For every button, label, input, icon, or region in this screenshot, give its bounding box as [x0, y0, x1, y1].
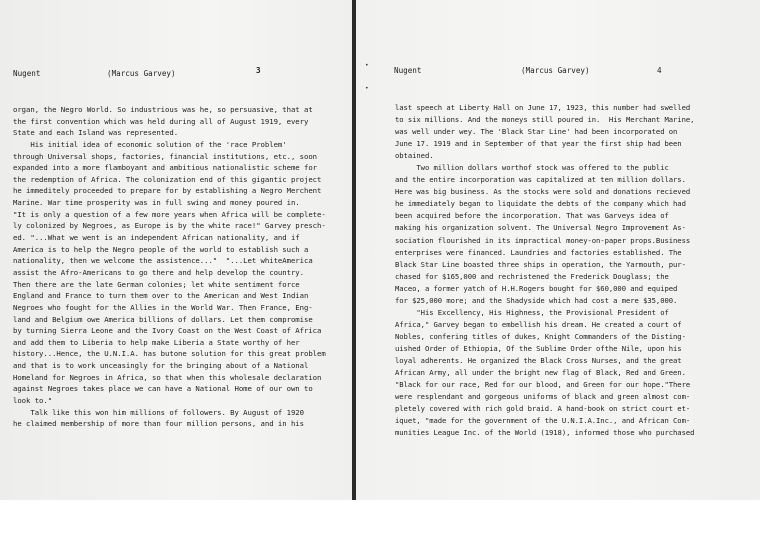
right-header-author: Nugent: [394, 66, 422, 75]
right-manuscript-page: [356, 0, 760, 554]
typed-line: "Black for our race, Red for our blood, and Green for our hope."There: [395, 380, 691, 390]
typed-line: America is to help the Negro people of the world to establish such a: [13, 244, 309, 254]
typed-line: Africa," Garvey began to embellish his dream. He created a court of: [395, 319, 682, 329]
typed-line: making his organization solvent. The Universal Negro Improvement As-: [395, 223, 686, 233]
typed-line: the redemption of Africa. The colonization end of this gigantic project: [13, 174, 322, 184]
typed-line: African Army, all under the bright new flag of Black, Red and Green.: [395, 368, 686, 378]
typed-line: was well under wey. The 'Black Star Line' had been incorporated on: [395, 127, 678, 137]
typed-line: against Negroes takes place we can have a National Home of our own to: [13, 384, 313, 394]
typed-line: obtained.: [395, 151, 434, 161]
left-header-author: Nugent: [13, 69, 41, 78]
typed-line: "It is only a question of a few more years when Africa will be complete-: [13, 209, 326, 219]
typed-line: "His Excellency, His Highness, the Provisional President of: [395, 307, 669, 317]
typed-line: June 17. 1919 and in September of that year the first ship had been: [395, 139, 682, 149]
typed-line: sociation flourished in its impractical money-on-paper props.Business: [395, 235, 691, 245]
scan-bottom-margin: [0, 500, 760, 554]
typed-line: to six millions. And the moneys still poured in. His Merchant Marine,: [395, 115, 695, 125]
typed-line: Homeland for Negroes in Africa, so that when this wholesale declaration: [13, 372, 322, 382]
typed-line: Marine. War time prosperity was in full swing and money poured in.: [13, 198, 300, 208]
typed-line: look to.": [13, 396, 53, 406]
typed-line: and that is to work unceasingly for the bringing about of a National: [13, 361, 309, 371]
margin-mark-dot: •: [365, 62, 369, 69]
typed-line: Two million dollars worthof stock was offered to the public: [395, 163, 669, 173]
typed-line: munities League Inc. of the World (1918), informed those who purchased: [395, 428, 695, 438]
typed-line: Here was big business. As the stocks were sold and donations recieved: [395, 187, 691, 197]
typed-line: Talk like this won him millions of followers. By August of 1920: [13, 407, 304, 417]
typed-line: and add them to Liberia to help make Liberia a State worthy of her: [13, 337, 300, 347]
typed-line: enterprises were financed. Laundries and factories established. The: [395, 247, 682, 257]
typed-line: loyal adherents. He organized the Black Cross Nurses, and the great: [395, 355, 682, 365]
typed-line: England and France to turn them over to the American and West Indian: [13, 291, 309, 301]
typed-line: by turning Sierra Leone and the Ivory Coast on the West Coast of Africa: [13, 326, 322, 336]
typed-line: His initial idea of economic solution of the 'race Problem': [13, 139, 287, 149]
typed-line: Negroes who fought for the Allies in the World War. Then France, Eng-: [13, 302, 313, 312]
left-manuscript-page: [0, 0, 352, 554]
typed-line: ed. "...What we went is an independent African nationality, and if: [13, 233, 300, 243]
typed-line: chased for $165,000 and rechristened the Frederick Douglass; the: [395, 271, 669, 281]
right-header-subject: (Marcus Garvey): [521, 66, 590, 75]
typed-line: iquet, "made for the government of the U.N.I.A.Inc., and African Com-: [395, 416, 691, 426]
typed-line: Black Star Line boasted three ships in operation, the Yarmouth, pur-: [395, 259, 686, 269]
typed-line: history...Hence, the U.N.I.A. has butone solution for this great problem: [13, 349, 326, 359]
typed-line: uished Order of Ethiopia, Of the Sublime Order ofthe Nile, upon his: [395, 343, 682, 353]
typed-line: expanded into a more flamboyant and ambitious nationalistic scheme for: [13, 163, 318, 173]
typed-line: pletely covered with rich gold braid. A hand-book on strict court et-: [395, 404, 691, 414]
typed-line: he claimed membership of more than four million persons, and in his: [13, 419, 304, 429]
typed-line: the first convention which was held during all of August 1919, every: [13, 116, 309, 126]
typed-line: land and Belgium owe America billions of dollars. Let them compromise: [13, 314, 313, 324]
typed-line: he immeditely proceeded to prepare for by establishing a Negro Merchent: [13, 186, 322, 196]
typed-line: assist the Afro-Americans to go there and help develop the country.: [13, 267, 304, 277]
left-body-text: [13, 104, 326, 430]
right-page-number: 4: [657, 66, 662, 75]
typed-line: and the entire incorporation was capitalized at ten million dollars.: [395, 175, 686, 185]
typed-line: for $25,000 more; and the Shadyside which had cost a mere $35,000.: [395, 295, 678, 305]
typed-line: nationality, then we welcome the assistence..." "...Let whiteAmerica: [13, 256, 313, 266]
typed-line: Nobles, confering titles of dukes, Knight Commanders of the Disting-: [395, 331, 686, 341]
left-page-number: 3: [256, 66, 261, 75]
right-body-text: [395, 102, 694, 439]
typed-line: ly colonized by Negroes, as Europe is by the white race!" Garvey presch-: [13, 221, 326, 231]
typed-line: organ, the Negro World. So industrious was he, so persuasive, that at: [13, 105, 313, 114]
typed-line: he immediately began to liquidate the debts of the company which had: [395, 199, 686, 209]
typed-line: were resplendant and gorgeous uniforms of black and green almost com-: [395, 392, 691, 402]
typed-line: Then there are the late German colonies; let white sentiment force: [13, 279, 300, 289]
typed-line: last speech at Liberty Hall on June 17, 1923, this number had swelled: [395, 103, 691, 112]
typed-line: Maceo, a former yatch of H.H.Rogers bought for $60,000 and equiped: [395, 283, 678, 293]
left-header-subject: (Marcus Garvey): [107, 69, 176, 78]
typed-line: through Universal shops, factories, financial institutions, etc., soon: [13, 151, 318, 161]
typed-line: State and each Island was represented.: [13, 128, 179, 138]
typed-line: been acquired before the incorporation. That was Garveys idea of: [395, 211, 669, 221]
margin-mark-dot: •: [365, 85, 369, 92]
